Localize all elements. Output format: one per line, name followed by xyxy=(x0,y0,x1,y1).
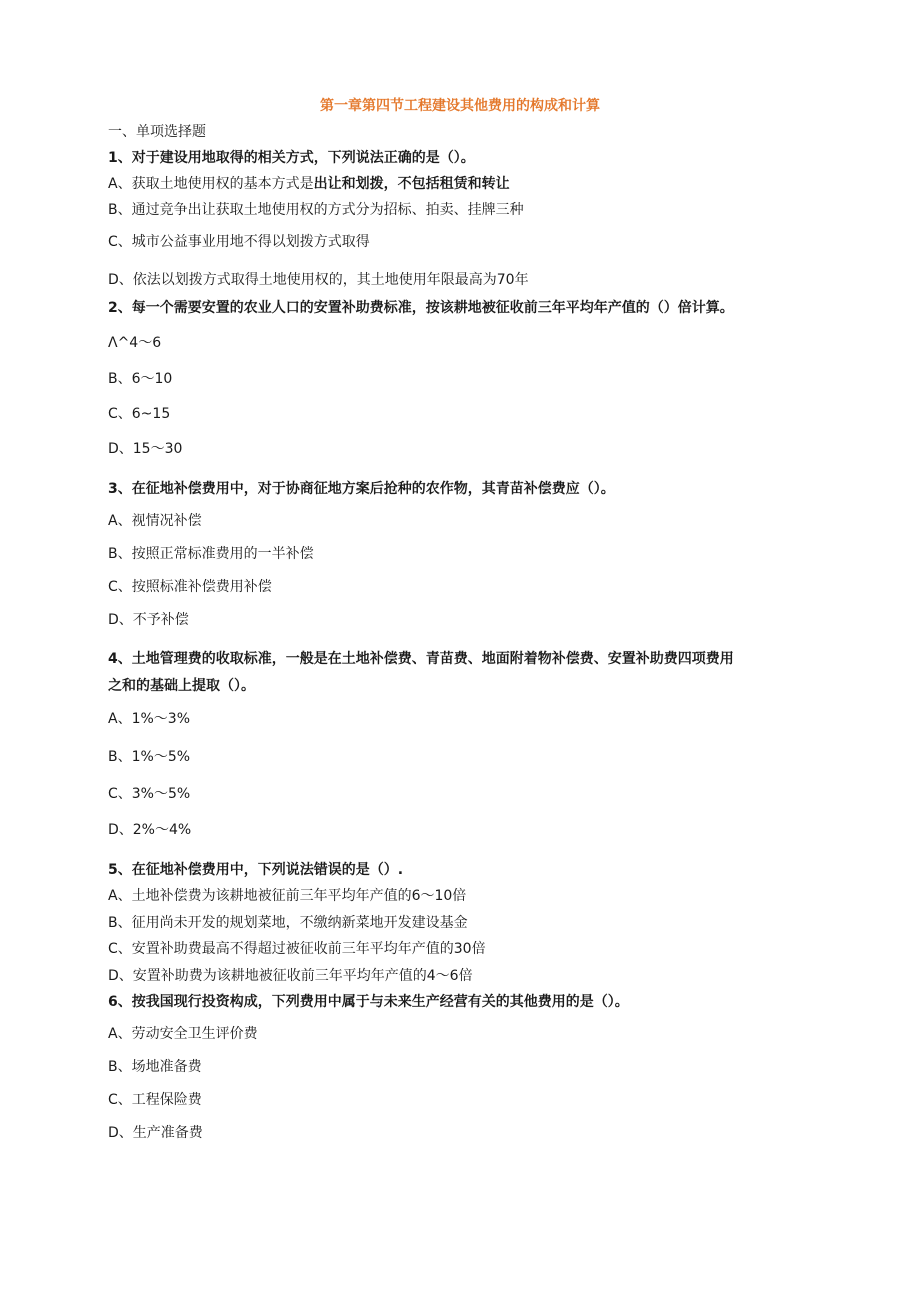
question-2-option-b: B、6～10 xyxy=(108,371,173,387)
question-2-option-d: D、15～30 xyxy=(108,441,183,457)
question-1-option-b: B、通过竞争出让获取土地使用权的方式分为招标、拍卖、挂牌三种 xyxy=(108,202,524,218)
question-1-stem: 1、对于建设用地取得的相关方式，下列说法正确的是（）。 xyxy=(108,150,475,166)
question-2-stem: 2、每一个需要安置的农业人口的安置补助费标准，按该耕地被征收前三年平均年产值的（）倍计算。 xyxy=(108,300,734,316)
question-6-option-a: A、劳动安全卫生评价费 xyxy=(108,1026,258,1042)
question-5-option-b: B、征用尚未开发的规划菜地，不缴纳新菜地开发建设基金 xyxy=(108,915,468,931)
question-6-option-c: C、工程保险费 xyxy=(108,1092,202,1108)
question-4-option-c: C、3%～5% xyxy=(108,786,191,802)
question-5-stem: 5、在征地补偿费用中，下列说法错误的是（）. xyxy=(108,862,404,878)
question-3-option-d: D、不予补偿 xyxy=(108,612,189,628)
question-6-option-b: B、场地准备费 xyxy=(108,1059,202,1075)
question-3-stem: 3、在征地补偿费用中，对于协商征地方案后抢种的农作物，其青苗补偿费应（）。 xyxy=(108,481,615,497)
question-5-option-d: D、安置补助费为该耕地被征收前三年平均年产值的4～6倍 xyxy=(108,968,473,984)
question-5-option-c: C、安置补助费最高不得超过被征收前三年平均年产值的30倍 xyxy=(108,941,486,957)
option-a-text: A、获取土地使用权的基本方式是 xyxy=(108,176,314,192)
question-4-option-d: D、2%～4% xyxy=(108,822,192,838)
question-6-option-d: D、生产准备费 xyxy=(108,1125,203,1141)
section-heading: 一、单项选择题 xyxy=(108,124,206,140)
question-4-stem: 4、土地管理费的收取标准，一般是在土地补偿费、青苗费、地面附着物补偿费、安置补助费四项费用 xyxy=(108,651,734,667)
question-4-option-b: B、1%～5% xyxy=(108,749,191,765)
question-4-option-a: A、1%～3% xyxy=(108,711,190,727)
question-3-option-b: B、按照正常标准费用的一半补偿 xyxy=(108,546,314,562)
question-2-option-c: C、6~15 xyxy=(108,406,171,422)
question-3-option-c: C、按照标准补偿费用补偿 xyxy=(108,579,272,595)
question-5-option-a: A、土地补偿费为该耕地被征前三年平均年产值的6～10倍 xyxy=(108,888,467,904)
question-1-option-c: C、城市公益事业用地不得以划拨方式取得 xyxy=(108,234,370,250)
document-title: 第一章第四节工程建设其他费用的构成和计算 xyxy=(320,98,600,114)
question-4-stem-continued: 之和的基础上提取（）。 xyxy=(108,678,255,694)
question-6-stem: 6、按我国现行投资构成，下列费用中属于与未来生产经营有关的其他费用的是（）。 xyxy=(108,994,629,1010)
option-a-bold-text: 出让和划拨，不包括租赁和转让 xyxy=(313,176,510,192)
question-3-option-a: A、视情况补偿 xyxy=(108,513,202,529)
question-2-option-a: Λ^4～6 xyxy=(108,335,162,351)
question-1-option-d: D、依法以划拨方式取得土地使用权的，其土地使用年限最高为70年 xyxy=(108,272,529,288)
question-1-option-a xyxy=(108,175,510,193)
